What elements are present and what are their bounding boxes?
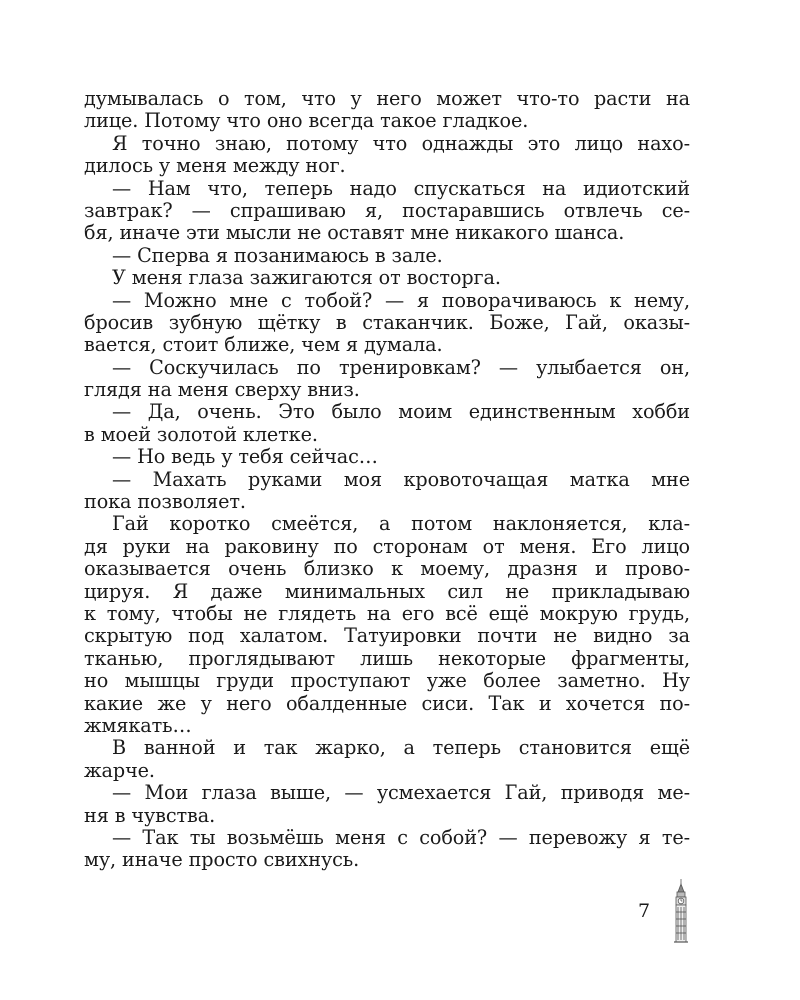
text-line: жмякать… <box>84 713 192 737</box>
text-line: — Но ведь у тебя сейчас… <box>112 445 378 469</box>
text-line: — Махать руками моя кровоточащая матка мне <box>112 467 690 491</box>
text-line: — Да, очень. Это было моим единственным хобби <box>112 400 690 424</box>
text-line: В ванной и так жарко, а теперь становится ещё <box>112 736 690 760</box>
text-line: — Соскучилась по тренировкам? — улыбается он, <box>112 355 690 379</box>
text-line: Я точно знаю, потому что однажды это лицо нахо- <box>112 131 690 155</box>
text-line: ня в чувства. <box>84 803 216 827</box>
page-body-text <box>84 88 690 872</box>
text-line: У меня глаза зажигаются от восторга. <box>112 266 501 290</box>
page-number: 7 <box>638 900 651 922</box>
text-line: вается, стоит ближе, чем я думала. <box>84 333 443 357</box>
text-line: глядя на меня сверху вниз. <box>84 378 360 402</box>
text-line: цируя. Я даже минимальных сил не прикладываю <box>84 579 690 603</box>
text-line: жарче. <box>84 758 155 782</box>
text-line: му, иначе просто свихнусь. <box>84 848 360 872</box>
text-line: лице. Потому что оно всегда такое гладкое. <box>84 109 529 133</box>
big-ben-tower-icon <box>669 878 693 944</box>
text-line: завтрак? — спрашиваю я, постаравшись отвлечь се- <box>84 198 690 222</box>
text-line: — Мои глаза выше, — усмехается Гай, приводя ме- <box>112 781 690 805</box>
text-line: пока позволяет. <box>84 490 246 514</box>
text-line: — Так ты возьмёшь меня с собой? — перевожу я те- <box>112 825 690 849</box>
text-line: дилось у меня между ног. <box>84 154 346 178</box>
text-line: тканью, проглядывают лишь некоторые фрагменты, <box>84 646 690 670</box>
text-line: — Нам что, теперь надо спускаться на идиотский <box>112 176 690 200</box>
text-line: оказывается очень близко к моему, дразня и прово- <box>84 557 690 581</box>
text-line: в моей золотой клетке. <box>84 422 318 446</box>
text-line: — Сперва я позанимаюсь в зале. <box>112 243 443 267</box>
text-line: — Можно мне с тобой? — я поворачиваюсь к нему, <box>112 288 690 312</box>
text-line: бя, иначе эти мысли не оставят мне никакого шанса. <box>84 221 625 245</box>
text-line: дя руки на раковину по сторонам от меня. Его лицо <box>84 534 690 558</box>
text-line: Гай коротко смеётся, а потом наклоняется, кла- <box>112 512 690 536</box>
text-line: скрытую под халатом. Татуировки почти не видно за <box>84 624 690 648</box>
text-line: к тому, чтобы не глядеть на его всё ещё мокрую грудь, <box>84 601 690 625</box>
text-line: какие же у него обалденные сиси. Так и хочется по- <box>84 691 690 715</box>
text-line: бросив зубную щётку в стаканчик. Боже, Гай, оказы- <box>84 310 690 334</box>
text-line: но мышцы груди проступают уже более заметно. Ну <box>84 669 690 693</box>
text-line: думывалась о том, что у него может что-то расти на <box>84 87 690 110</box>
